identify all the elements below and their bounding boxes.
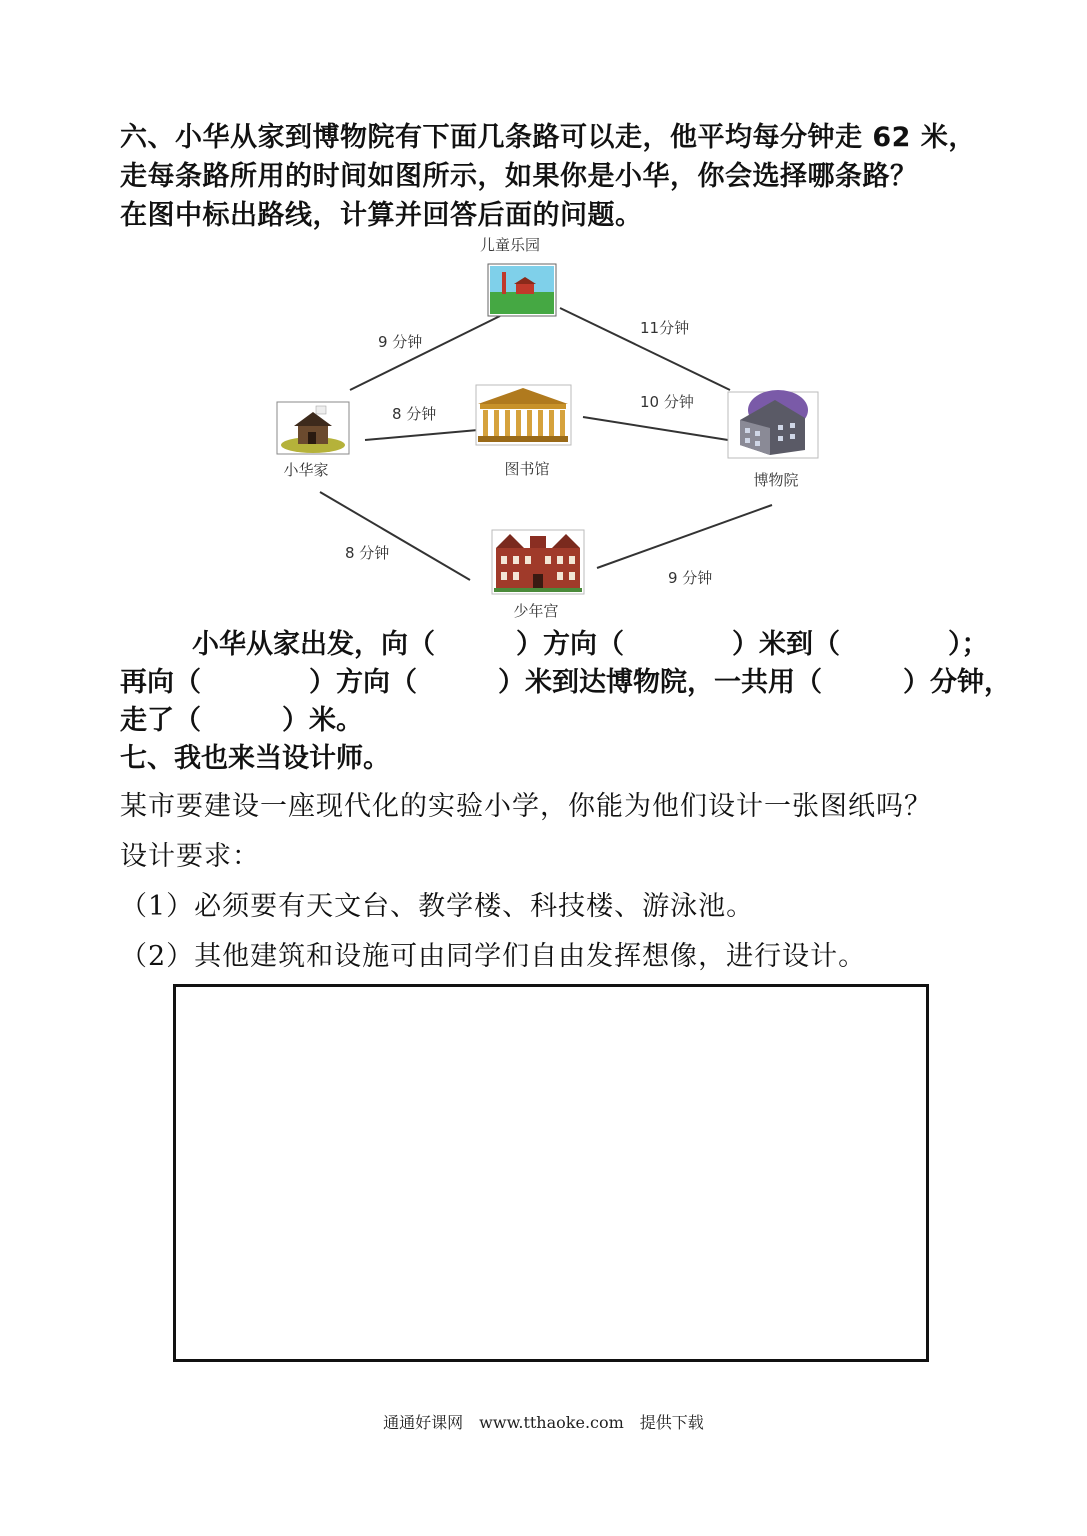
- q6-line-2: 走每条路所用的时间如图所示，如果你是小华，你会选择哪条路？: [120, 161, 918, 192]
- fill-line-3: 走了（ ）米。: [120, 705, 363, 736]
- time-playground-museum: 11分钟: [640, 319, 690, 337]
- label-museum: 博物院: [753, 471, 799, 489]
- label-home: 小华家: [283, 461, 329, 479]
- route-home-palace: [320, 492, 470, 580]
- label-library: 图书馆: [504, 460, 550, 478]
- playground-image: [488, 264, 556, 316]
- route-palace-museum: [597, 505, 772, 568]
- label-playground: 儿童乐园: [479, 236, 541, 254]
- route-home-library: [365, 430, 478, 440]
- home-image: [277, 402, 349, 454]
- palace-image: [492, 530, 584, 594]
- design-drawing-box[interactable]: [173, 984, 929, 1362]
- route-home-playground: [350, 316, 500, 390]
- time-library-museum: 10 分钟: [640, 393, 694, 411]
- q6-line-1: 六、小华从家到博物院有下面几条路可以走，他平均每分钟走 62 米，: [120, 122, 976, 153]
- footer: 通通好课网 www.tthaoke.com 提供下载: [383, 1413, 704, 1432]
- museum-image: [728, 390, 818, 458]
- q7-intro: 某市要建设一座现代化的实验小学，你能为他们设计一张图纸吗？: [120, 791, 932, 822]
- q7-requirements-label: 设计要求：: [120, 841, 260, 872]
- q7-requirement-1: （1）必须要有天文台、教学楼、科技楼、游泳池。: [120, 891, 755, 922]
- label-palace: 少年宫: [513, 602, 559, 620]
- q6-line-3: 在图中标出路线，计算并回答后面的问题。: [120, 200, 643, 231]
- time-palace-museum: 9 分钟: [668, 569, 713, 587]
- question-7-title: 七、我也来当设计师。: [120, 743, 390, 774]
- fill-line-1: 小华从家出发，向（ ）方向（ ）米到（ ）；: [192, 629, 989, 660]
- time-home-playground: 9 分钟: [378, 333, 423, 351]
- library-image: [476, 385, 571, 445]
- fill-line-2: 再向（ ）方向（ ）米到达博物院，一共用（ ）分钟，: [120, 667, 1011, 698]
- fill-in-answer: [120, 626, 1011, 740]
- time-home-palace: 8 分钟: [345, 544, 390, 562]
- q7-requirement-2: （2）其他建筑和设施可由同学们自由发挥想像，进行设计。: [120, 941, 867, 972]
- route-library-museum: [583, 417, 728, 440]
- time-home-library: 8 分钟: [392, 405, 437, 423]
